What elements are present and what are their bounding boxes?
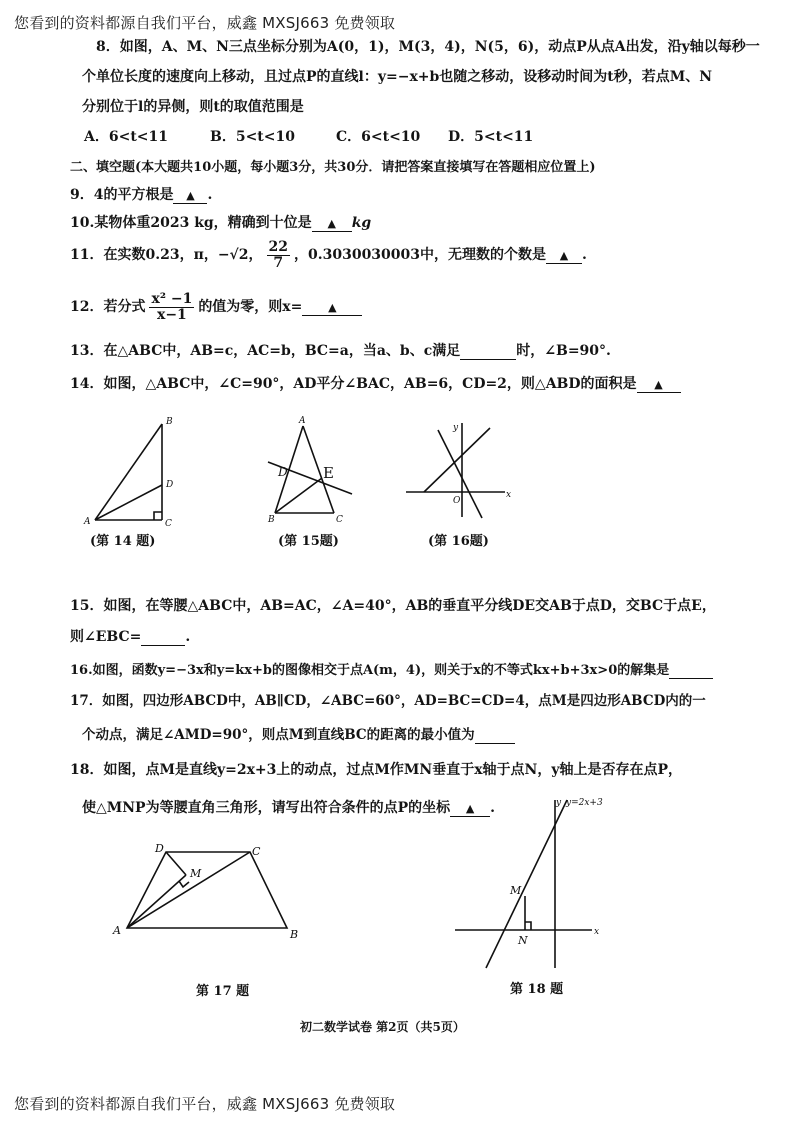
f18-label-y: y: [556, 798, 562, 808]
f15-label-e: E: [323, 464, 334, 482]
f17-label-a: A: [113, 924, 121, 937]
watermark-bottom: 您看到的资料都源自我们平台，威鑫 MXSJ663 免费领取: [14, 1095, 396, 1113]
f14-label-b: B: [166, 417, 173, 427]
f16-label-o: O: [453, 496, 461, 506]
q8-line2: 个单位长度的速度向上移动，且过点P的直线l：y=−x+b也随之移动，设移动时间为t秒，若点M、N: [82, 69, 713, 85]
f15-label-a: A: [299, 416, 306, 426]
caption-15: (第 15题): [278, 534, 339, 549]
caption-17: 第 17 题: [196, 984, 250, 999]
q8-option-a: A．6<t<11: [84, 129, 169, 145]
f15-label-d: D: [278, 465, 288, 479]
q8-line3: 分别位于l的异侧，则t的取值范围是: [82, 99, 304, 115]
q10: 10.某物体重2023 kg，精确到十位是 ▲ kg: [70, 215, 372, 231]
q9: 9．4的平方根是 ▲ .: [70, 187, 213, 203]
q11: 11．在实数0.23，π，−√2， $\frac{22}{7}$ ，0.3030030003中，无理数的个数是 ▲ .: [70, 239, 587, 271]
q17-line1: 17．如图，四边形ABCD中，AB∥CD，∠ABC=60°，AD=BC=CD=4，点M是四边形ABCD内的一: [70, 693, 706, 709]
f14-label-d: D: [166, 480, 174, 490]
f18-label-m: M: [510, 884, 522, 897]
f14-label-a: A: [84, 517, 91, 527]
f15-label-b: B: [268, 515, 275, 525]
q8-option-c: C．6<t<10: [336, 129, 421, 145]
q12: 12．若分式 $\frac{\text{x² −1}}{x-1}$ 的值为零，则x= ▲: [70, 292, 362, 322]
section-heading: 二、填空题(本大题共10小题，每小题3分，共30分．请把答案直接填写在答题相应位置上): [70, 160, 596, 175]
f17-label-d: D: [155, 842, 164, 855]
q16: 16.如图，函数y=−3x和y=kx+b的图像相交于点A(m，4)，则关于x的不等式kx+b+3x>0的解集是: [70, 659, 713, 679]
f18-label-line: y=2x+3: [566, 798, 603, 808]
q8-option-b: B．5<t<10: [210, 129, 295, 145]
q14: 14．如图，△ABC中，∠C=90°，AD平分∠BAC，AB=6，CD=2，则△ABD的面积是 ▲: [70, 373, 681, 393]
q8-option-d: D．5<t<11: [448, 129, 534, 145]
f16-label-y: y: [453, 423, 459, 433]
caption-16: (第 16题): [428, 534, 489, 549]
f14-label-c: C: [165, 519, 172, 529]
f17-label-c: C: [252, 845, 261, 858]
page-footer: 初二数学试卷 第2页（共5页）: [300, 1020, 465, 1034]
q15-line1: 15．如图，在等腰△ABC中，AB=AC，∠A=40°，AB的垂直平分线DE交AB于点D，交BC于点E，: [70, 598, 716, 614]
f16-label-x: x: [506, 490, 512, 500]
f18-label-x: x: [594, 927, 600, 937]
q8-line1: 8．如图，A、M、N三点坐标分别为A(0，1)，M(3，4)，N(5，6)，动点P从点A出发，沿y轴以每秒一: [96, 39, 760, 55]
caption-14: (第 14 题): [90, 534, 156, 549]
f17-label-m: M: [190, 867, 202, 880]
q18-line1: 18．如图，点M是直线y=2x+3上的动点，过点M作MN垂直于x轴于点N，y轴上是否存在点P，: [70, 762, 682, 778]
q17-line2: 个动点，满足∠AMD=90°，则点M到直线BC的距离的最小值为: [82, 723, 515, 744]
f15-label-c: C: [336, 515, 343, 525]
watermark-top: 您看到的资料都源自我们平台，威鑫 MXSJ663 免费领取: [14, 14, 396, 32]
f17-label-b: B: [290, 928, 299, 941]
f18-label-n: N: [518, 934, 528, 947]
q18-line2: 使△MNP为等腰直角三角形，请写出符合条件的点P的坐标 ▲ .: [82, 800, 495, 816]
caption-18: 第 18 题: [510, 982, 564, 997]
q13: 13．在△ABC中，AB=c，AC=b，BC=a，当a、b、c满足 时，∠B=90°.: [70, 343, 611, 359]
q15-line2: 则∠EBC= .: [70, 629, 191, 645]
